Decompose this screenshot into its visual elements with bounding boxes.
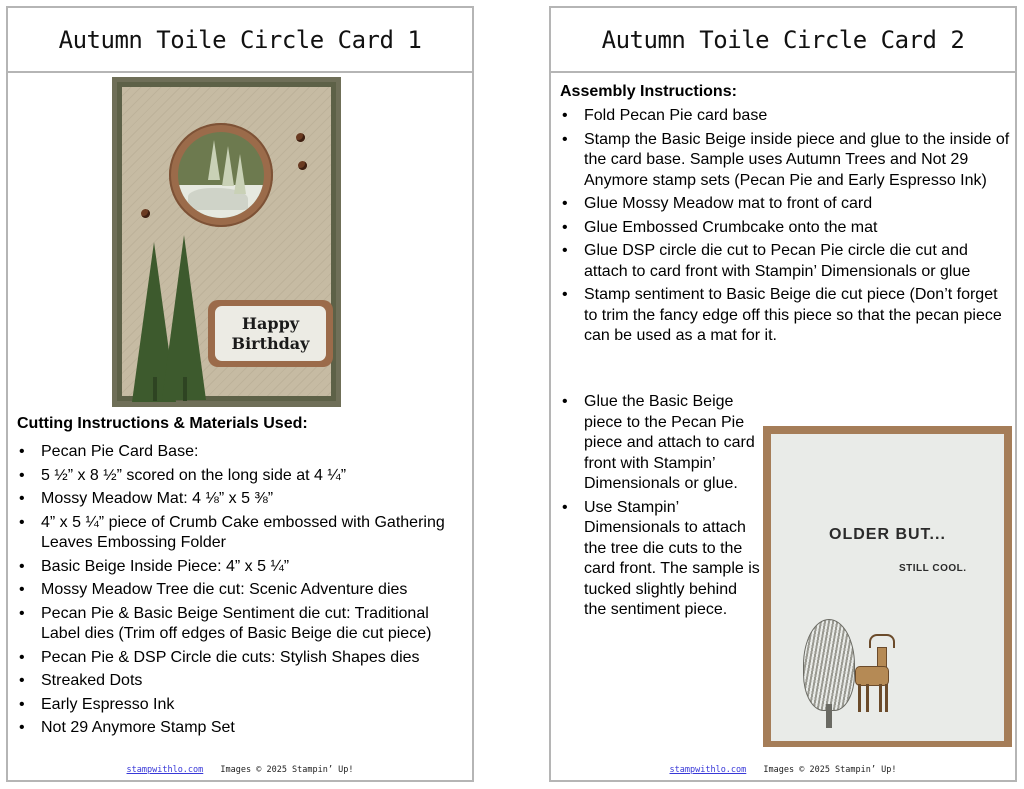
card2-inside: [771, 434, 1004, 741]
list-item: • Pecan Pie Card Base:: [17, 442, 472, 463]
scene-tree: [208, 140, 220, 180]
cutting-heading: Cutting Instructions & Materials Used:: [17, 415, 308, 432]
list-item: • Mossy Meadow Mat: 4 ⅛” x 5 ⅜”: [17, 489, 472, 510]
sentiment-sub: STILL COOL.: [899, 563, 967, 574]
footer: [8, 765, 472, 775]
card2-photo: [763, 426, 1012, 747]
panel-title: Autumn Toile Circle Card 2: [551, 8, 1015, 73]
card1-panel: [6, 6, 474, 782]
site-link[interactable]: stampwithlo.com: [126, 765, 204, 775]
list-item: • Glue Mossy Meadow mat to front of card: [560, 194, 1010, 215]
sentiment-main: OLDER BUT...: [829, 526, 946, 543]
stamped-tree: [803, 619, 855, 711]
sentiment-label: Happy Birthday: [215, 306, 326, 361]
list-item: • 4” x 5 ¼” piece of Crumb Cake embossed with Gathering Leaves Embossing Folder: [17, 513, 472, 554]
list-item: • Fold Pecan Pie card base: [560, 106, 1010, 127]
panel-title: Autumn Toile Circle Card 1: [8, 8, 472, 73]
deer-antlers: [869, 634, 895, 648]
list-item: • Glue DSP circle die cut to Pecan Pie circle die cut and attach to card front with Stampin’ Dimensionals or glue: [560, 241, 1010, 282]
scene-tree: [234, 154, 246, 194]
tree-die-cut: [162, 235, 206, 400]
list-item: • Early Espresso Ink: [17, 695, 472, 716]
list-item: • Stamp sentiment to Basic Beige die cut piece (Don’t forget to trim the fancy edge off this piece so that the pecan piece can be used as a mat for it.: [560, 285, 1010, 347]
card2-panel: [549, 6, 1017, 782]
scene-tree: [222, 146, 234, 186]
assembly-list-narrow: [560, 392, 762, 624]
list-item: • Basic Beige Inside Piece: 4” x 5 ¼”: [17, 557, 472, 578]
streaked-dot: [296, 133, 305, 142]
copyright-text: Images © 2025 Stampin’ Up!: [220, 765, 354, 775]
list-item: • Mossy Meadow Tree die cut: Scenic Adventure dies: [17, 580, 472, 601]
streaked-dot: [298, 161, 307, 170]
list-item: • Glue Embossed Crumbcake onto the mat: [560, 218, 1010, 239]
footer: [551, 765, 1015, 775]
materials-list: [17, 442, 472, 742]
list-item: • 5 ½” x 8 ½” scored on the long side at 4 ¼”: [17, 466, 472, 487]
list-item: • Use Stampin’ Dimensionals to attach the tree die cuts to the card front. The sample is tucked slightly behind the sentiment piece.: [560, 498, 762, 621]
list-item: • Pecan Pie & Basic Beige Sentiment die cut: Traditional Label dies (Trim off edges of Basic Beige die cut piece): [17, 604, 472, 645]
list-item: • Stamp the Basic Beige inside piece and glue to the inside of the card base. Sample uses Autumn Trees and Not 29 Anymore stamp sets (Pecan Pie and Early Espresso Ink): [560, 130, 1010, 192]
stamped-deer: [855, 666, 889, 686]
card1-photo: [112, 77, 341, 407]
list-item: • Streaked Dots: [17, 671, 472, 692]
assembly-heading: Assembly Instructions:: [560, 83, 737, 100]
assembly-list: [560, 106, 1010, 350]
list-item: • Glue the Basic Beige piece to the Pecan Pie piece and attach to card front with Stampin’ Dimensionals or glue.: [560, 392, 762, 495]
toile-circle-scene: [178, 132, 264, 218]
list-item: • Pecan Pie & DSP Circle die cuts: Stylish Shapes dies: [17, 648, 472, 669]
copyright-text: Images © 2025 Stampin’ Up!: [763, 765, 897, 775]
list-item: • Not 29 Anymore Stamp Set: [17, 718, 472, 739]
site-link[interactable]: stampwithlo.com: [669, 765, 747, 775]
streaked-dot: [141, 209, 150, 218]
